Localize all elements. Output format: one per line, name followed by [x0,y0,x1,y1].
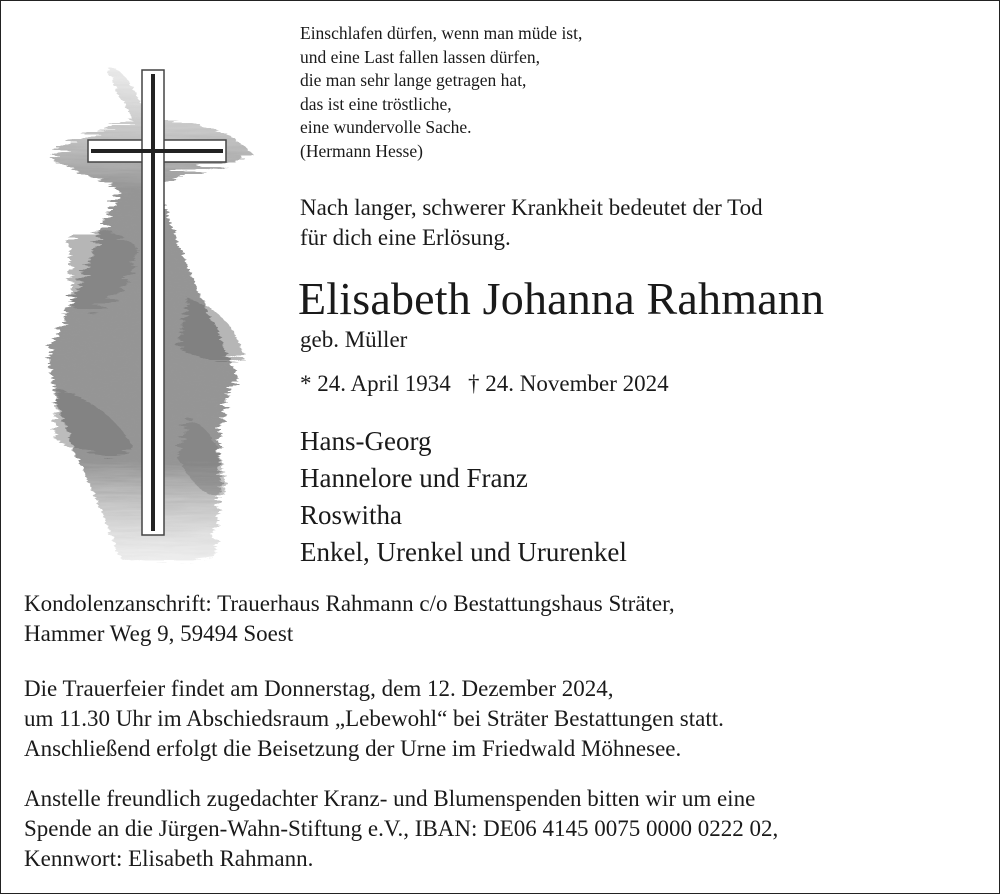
mourners-list [300,423,627,571]
mourner: Enkel, Urenkel und Ururenkel [300,537,627,567]
mourner: Hannelore und Franz [300,463,528,493]
condolence-address [24,589,675,649]
poem-line: und eine Last fallen lassen dürfen, [300,46,541,67]
life-dates [300,369,669,399]
poem-author: (Hermann Hesse) [300,140,423,161]
donation-line: Spende an die Jürgen-Wahn-Stiftung e.V., IBAN: DE06 4145 0075 0000 0222 02, [24,816,779,841]
donation-line: Anstelle freundlich zugedachter Kranz- und Blumenspenden bitten wir um eine [24,786,756,811]
mourner: Roswitha [300,500,403,530]
donation-info [24,784,778,874]
birth-date: * 24. April 1934 [300,371,451,396]
death-date: † 24. November 2024 [468,371,669,396]
poem-line: Einschlafen dürfen, wenn man müde ist, [300,23,583,43]
cross-icon [38,58,268,568]
poem-line: eine wundervolle Sache. [300,117,472,137]
maiden-name: geb. Müller [300,327,408,352]
ceremony-line: um 11.30 Uhr im Abschiedsraum „Lebewohl“ bei Sträter Bestattungen statt. [24,706,724,731]
deceased-name: Elisabeth Johanna Rahmann [298,273,825,324]
poem [300,22,582,163]
mourner: Hans-Georg [300,426,432,456]
donation-line: Kennwort: Elisabeth Rahmann. [24,846,314,871]
ceremony-line: Anschließend erfolgt die Beisetzung der Urne im Friedwald Möhnesee. [24,736,682,761]
condolence-line: Hammer Weg 9, 59494 Soest [24,621,294,646]
intro-line: Nach langer, schwerer Krankheit bedeutet der Tod [300,195,763,220]
poem-line: das ist eine tröstliche, [300,93,452,114]
ceremony-line: Die Trauerfeier findet am Donnerstag, dem 12. Dezember 2024, [24,676,614,701]
poem-line: die man sehr lange getragen hat, [300,70,527,90]
ceremony-info [24,674,724,764]
intro-text [300,193,763,253]
condolence-line: Kondolenzanschrift: Trauerhaus Rahmann c/o Bestattungshaus Sträter, [24,591,675,616]
intro-line: für dich eine Erlösung. [300,225,511,250]
